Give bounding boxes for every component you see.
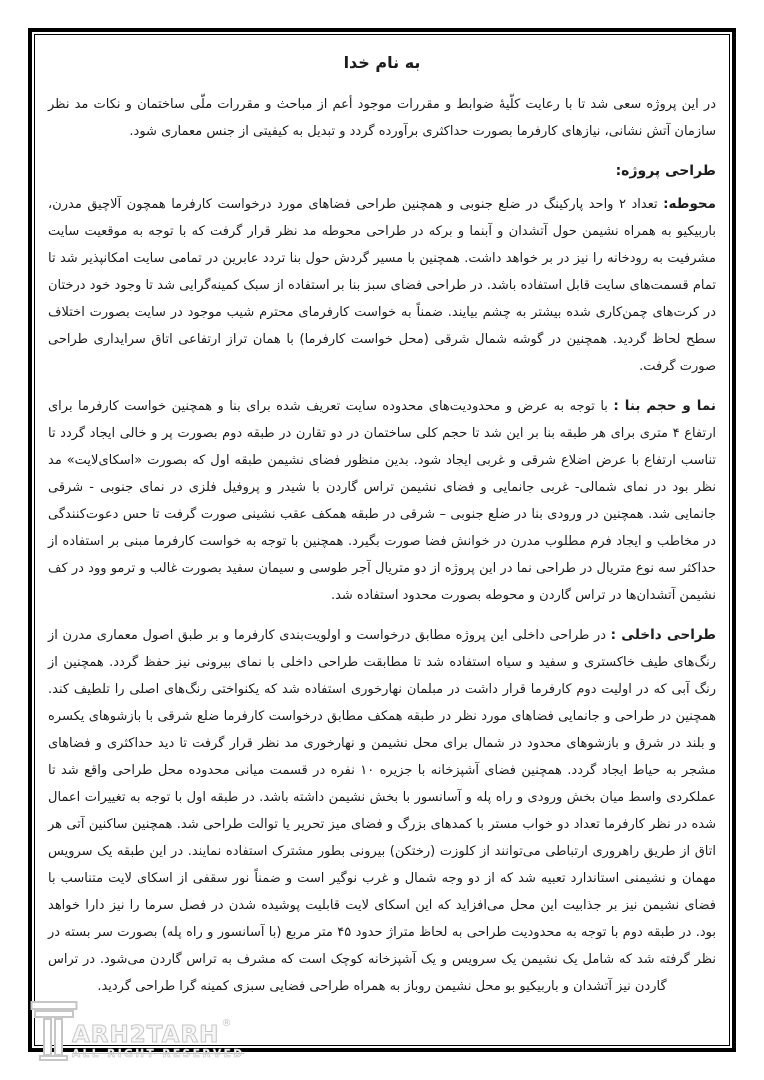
- intro-paragraph: [48, 91, 716, 145]
- registered-trademark-icon: ®: [221, 1018, 232, 1029]
- interior-design-text: در طراحی داخلی این پروژه مطابق درخواست و اولویت‌بندی کارفرما و بر طبق اصول معماری مدرن از رنگ‌های طیف خاکستری و سفید و سیاه استفاده شد تا مطابقت طراحی داخلی با نمای بیرونی نیز حفظ گردد. همچنین از رنگ آبی که در اولیت دوم کارفرما قرار داشت در مبلمان نهارخوری استفاده شد که یکنواختی رنگ‌های اصلی را تلطیف کند. همچنین در طراحی و جانمایی فضاهای مورد نظر در طبقه همکف مطابق درخواست کارفرما ضلع شرقی با بازشوهای یکسره و بلند در شرق و بازشوهای محدود در شمال برای محل نشیمن و نهارخوری مد نظر قرار گرفت تا دید حداکثری و فضاهای مشجر به حیاط ایجاد گردد. همچنین فضای آشپزخانه با جزیره ۱۰ نفره در قسمت میانی محدوده محل طراحی واقع شد تا عملکردی واسط میان بخش ورودی و راه پله و آسانسور با بخش نشیمن داشته باشد. در طبقه اول با توجه به تغییرات اعمال شده در نظر کارفرما تعداد دو خواب مستر با کمدهای بزرگ و فضای میز تحریر یا توالت طراحی شد. همچنین ساکنین آتی هر اتاق از طریق راهروری ارتباطی می‌توانند از کلوزت (رختکن) بیرونی بطور مشترک استفاده نمایند. در این طبقه یک سرویس مهمان و نشیمنی استاندارد تعبیه شد که از دو وجه شمال و غرب نوگیر است و ضمناً نور سقفی از اسکای لایت متناسب با فضای نشیمن نیز بر جذابیت این محل می‌افزاید که این اسکای لایت قابلیت پوشیده شدن در فصل سرما را نیز دارا خواهد بود. در طبقه دوم با توجه به محدودیت طراحی به لحاظ متراژ حدود ۴۵ متر مربع (با آسانسور و راه پله) بصورت سر بسته در نظر گرفته شد که شامل یک نشیمن یک سرویس و یک آشپزخانه کوچک است که مشرف به تراس گاردن می‌شود. در تراس گاردن نیز آتشدان و باربیکیو بو محل نشیمن روباز به همراه طراحی فضایی سبزی کمینه گرا طراحی گردید.: [48, 628, 716, 994]
- page-border-outer: [28, 28, 736, 1052]
- facade-massing-paragraph: [48, 393, 716, 609]
- watermark-text-block: [72, 1018, 245, 1062]
- watermark: [30, 1000, 244, 1062]
- site-design-lead: محوطه:: [663, 196, 716, 212]
- document-body: [35, 35, 729, 1048]
- watermark-caption: ALL RIGHT RESERVED: [72, 1048, 245, 1060]
- facade-massing-text: با توجه به عرض و محدودیت‌های محدوده سایت تعریف شده برای بنا و همچنین خواست کارفرما برای ارتفاع ۴ متری برای هر طبقه بنا بر این شد تا حجم کلی ساختمان در دو تقارن در طبقه دوم بصورت پر و خالی ایجاد گردد تا تناسب ارتفاع با عرض اضلاع شرقی و غربی ایجاد شود. بدین منظور فضای نشیمن طبقه اول که بصورت «اسکای‌لایت» مد نظر بود در نمای شمالی- غربی جانمایی و فضای نشیمن تراس گاردن با شیدر و پروفیل فلزی در نمای جنوبی - شرقی جانمایی شد. همچنین در ورودی بنا در ضلع جنوبی – شرقی در طبقه همکف عقب نشینی صورت گرفت تا حس دعوت‌کنندگی در مخاطب و ایجاد فرم مطلوب مدرن در خوانش فضا صورت بگیرد. همچنین با توجه به خواست کارفرما مبنی بر استفاده از حداکثر سه نوع متریال در طراحی نما در این پروژه از دو متریال آجر طوسی و سیمان سفید بصورت غالب و ترمو وود در کف نشیمن آتشدان‌ها در تراس گاردن و محوطه بصورت محدود استفاده شد.: [48, 399, 716, 603]
- page-border-inner: [34, 34, 730, 1046]
- document-title: به نام خدا: [343, 53, 421, 72]
- site-design-paragraph: [48, 191, 716, 380]
- facade-massing-lead: نما و حجم بنا :: [613, 398, 716, 414]
- intro-text: در این پروژه سعی شد تا با رعایت کلّیهٔ ضوابط و مقررات موجود أعم از مباحث و مقررات ملّی ساختمان و نکات مد نظر سازمان آتش نشانی، نیازهای کارفرما بصورت حداکثری برآورده گردد و تبدیل به کیفیتی از جنس معماری شود.: [48, 97, 716, 139]
- interior-design-lead: طراحی داخلی :: [610, 627, 716, 643]
- site-design-text: تعداد ۲ واحد پارکینگ در ضلع جنوبی و همچنین طراحی فضاهای مورد درخواست کارفرما همچون آلاچیق مدرن، باربیکیو به همراه نشیمن حول آتشدان و آبنما و برکه در طراحی محوطه مد نظر قرار گرفت که با توجه به موقعیت سایت مشرفیت به رودخانه را نیز در بر خواهد داشت. همچنین با مسیر گردش حول بنا تردد عابرین در تمامی سایت امکانپذیر شد تا تمام قسمت‌های سایت قابل استفاده باشد. در طراحی فضای سبز بنا بر استفاده از سبک کمینه‌گرایی شد تا وجود خود درختان در کرت‌های چمن‌کاری شده بیشتر به چشم بیایند. ضمناً به خواست کارفرمای محترم شیب موجود در سایت بصورت اختلاف سطح لحاظ گردید. همچنین در گوشه شمال شرقی (محل خواست کارفرما) با همان تراز ارتفاعی اتاق سرایداری طراحی صورت گرفت.: [48, 197, 716, 374]
- section-heading: طراحی پروژه:: [615, 163, 716, 179]
- watermark-brand: ARH2TARH: [72, 1022, 220, 1048]
- column-icon: [30, 1000, 78, 1062]
- interior-design-paragraph: [48, 622, 716, 1000]
